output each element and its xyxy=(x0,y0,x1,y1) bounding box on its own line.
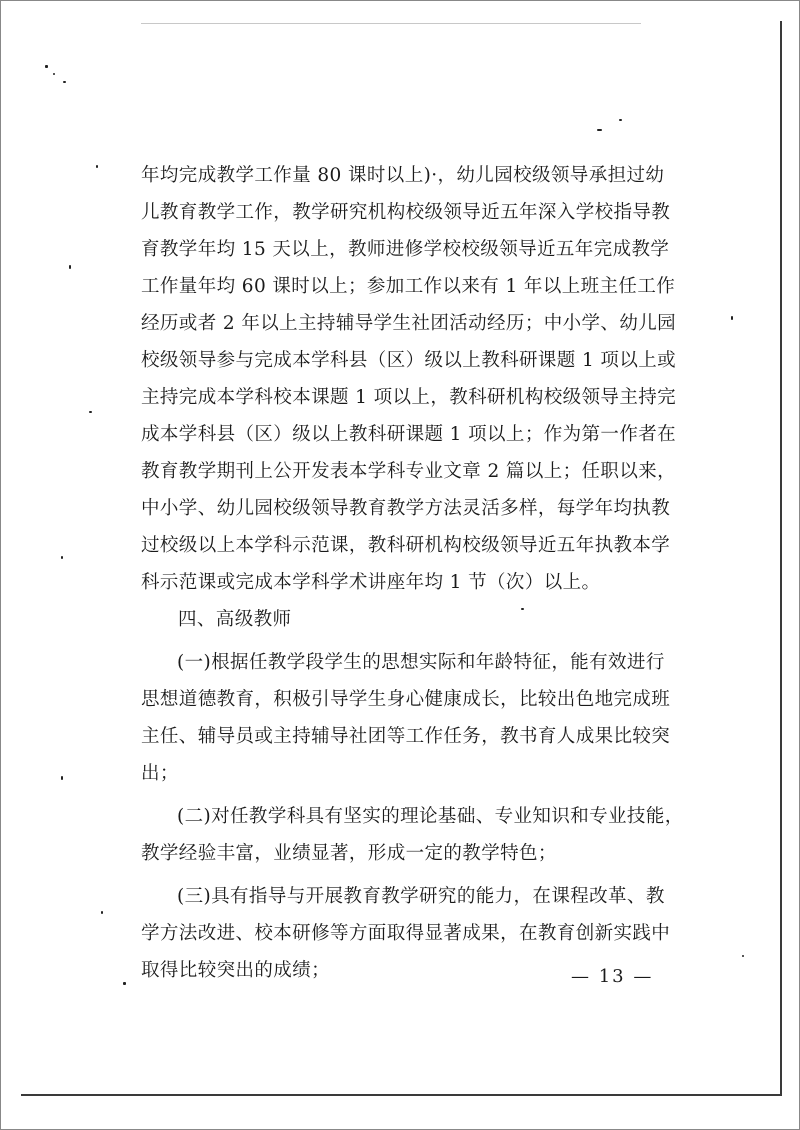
body-line: 经历或者 2 年以上主持辅导学生社团活动经历；中小学、幼儿园 xyxy=(141,313,677,334)
body-line: 成本学科县（区）级以上教科研课题 1 项以上；作为第一作者在 xyxy=(141,424,677,445)
scan-speck xyxy=(53,73,55,75)
scan-speck xyxy=(63,81,66,83)
section-heading: 四、高级教师 xyxy=(178,609,292,630)
item-line: (一)根据任教学段学生的思想实际和年龄特征，能有效进行 xyxy=(177,652,665,673)
scan-speck xyxy=(61,776,63,780)
item-line: 学方法改进、校本研修等方面取得显著成果，在教育创新实践中 xyxy=(141,923,671,944)
body-line: 校级领导参与完成本学科县（区）级以上教科研课题 1 项以上或 xyxy=(141,350,677,371)
scan-speck xyxy=(742,955,744,957)
item-line: 思想道德教育，积极引导学生身心健康成长，比较出色地完成班 xyxy=(141,689,671,710)
scan-speck xyxy=(123,982,126,985)
scan-speck xyxy=(69,265,71,269)
body-line: 教育教学期刊上公开发表本学科专业文章 2 篇以上；任职以来， xyxy=(141,461,677,482)
item-line: 主任、辅导员或主持辅导社团等工作任务，教书育人成果比较突 xyxy=(141,726,671,747)
body-line: 工作量年均 60 课时以上；参加工作以来有 1 年以上班主任工作 xyxy=(141,276,676,297)
scan-speck xyxy=(96,165,98,168)
body-line: 主持完成本学科校本课题 1 项以上，教科研机构校级领导主持完 xyxy=(141,387,677,408)
scan-edge-bottom xyxy=(21,1094,782,1096)
scan-speck xyxy=(89,411,92,413)
scan-speck xyxy=(45,65,48,68)
item-line: (三)具有指导与开展教育教学研究的能力，在课程改革、教 xyxy=(177,886,665,907)
page-number: — 13 — xyxy=(571,966,654,987)
document-body xyxy=(141,157,684,989)
body-line: 科示范课或完成本学科学术讲座年均 1 节（次）以上。 xyxy=(141,572,601,593)
body-line: 儿教育教学工作，教学研究机构校级领导近五年深入学校指导教 xyxy=(141,202,671,223)
scan-speck xyxy=(101,911,103,914)
scan-edge-top xyxy=(141,23,641,24)
item-line: 取得比较突出的成绩； xyxy=(141,960,331,981)
body-line: 育教学年均 15 天以上，教师进修学校校级领导近五年完成教学 xyxy=(141,239,670,260)
scan-speck xyxy=(61,556,63,559)
item-line: 教学经验丰富，业绩显著，形成一定的教学特色； xyxy=(141,843,557,864)
scan-speck xyxy=(597,129,602,131)
body-line: 过校级以上本学科示范课，教科研机构校级领导近五年执教本学 xyxy=(141,535,671,556)
body-line: 中小学、幼儿园校级领导教育教学方法灵活多样，每学年均执教 xyxy=(141,498,671,519)
scan-speck xyxy=(619,119,622,121)
body-line: 年均完成教学工作量 80 课时以上)·，幼儿园校级领导承担过幼 xyxy=(141,165,665,186)
item-line: 出； xyxy=(141,763,179,784)
scan-edge-right xyxy=(780,21,782,1094)
item-line: (二)对任教学科具有坚实的理论基础、专业知识和专业技能， xyxy=(177,806,684,827)
scan-speck xyxy=(731,316,733,320)
